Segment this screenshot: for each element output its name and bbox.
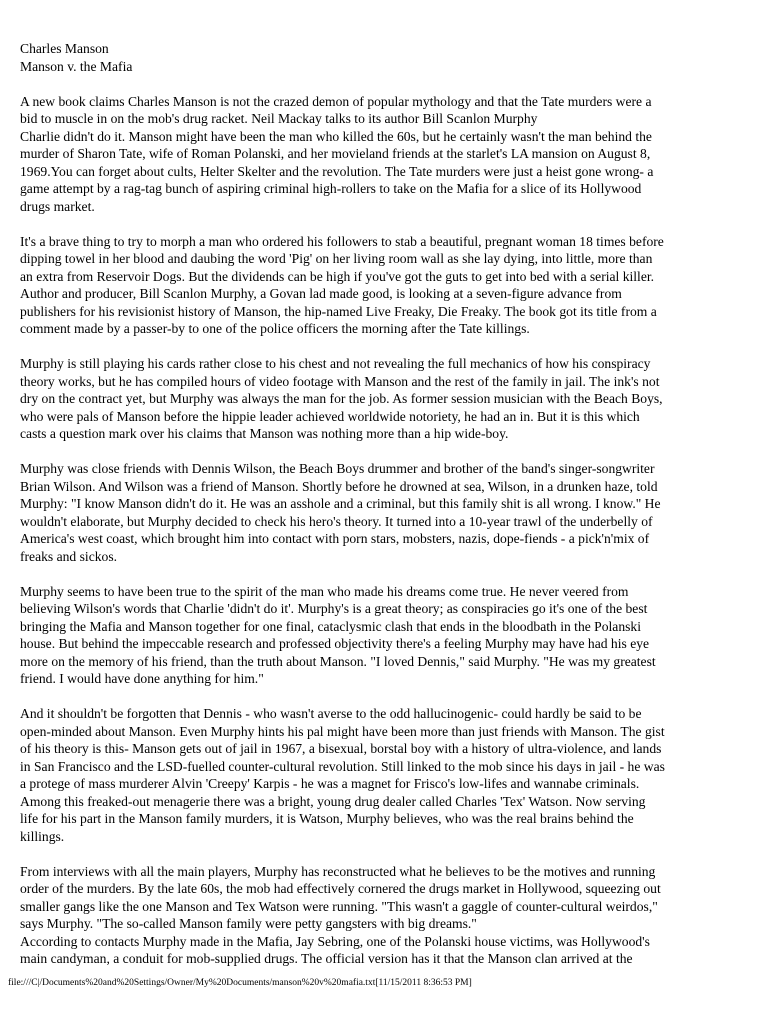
text-line: open-minded about Manson. Even Murphy hints his pal might have been more than just friends with Manson. The gist [20,723,665,739]
file-path-footer: file:///C|/Documents%20and%20Settings/Owner/My%20Documents/manson%20v%20mafia.txt[11/15/2011 8:36:53 PM] [8,978,472,988]
text-line: casts a question mark over his claims that Manson was nothing more than a hip wide-boy. [20,426,509,441]
text-line: America's west coast, which brought him into contact with porn stars, mobsters, nazis, dope-fiends - a pick'n'mix of [20,531,650,546]
text-line: Murphy seems to have been true to the spirit of the man who made his dreams come true. He never veered from [20,583,629,599]
text-line: From interviews with all the main players, Murphy has reconstructed what he believes to be the motives and running [20,863,656,879]
text-line: more on the memory of his friend, than the truth about Manson. "I loved Dennis," said Murphy. "He was my greatest [20,653,656,669]
text-line: Murphy is still playing his cards rather close to his chest and not revealing the full mechanics of how his conspiracy [20,356,651,371]
document-subtitle: Manson v. the Mafia [20,58,133,74]
text-line: According to contacts Murphy made in the Mafia, Jay Sebring, one of the Polanski house victims, was Hollywood's [20,933,650,949]
text-line: dry on the contract yet, but Murphy was always the man for the job. As former session musician with the Beach Boys, [20,391,663,406]
text-line: smaller gangs like the one Manson and Tex Watson were running. "This wasn't a gaggle of counter-cultural weirdos," [20,898,658,914]
text-line: freaks and sickos. [20,548,118,564]
text-line: a protege of mass murderer Alvin 'Creepy' Karpis - he was a magnet for Frisco's low-lifes and wannabe criminals. [20,776,640,791]
text-line: says Murphy. "The so-called Manson family were petty gangsters with big dreams." [20,916,477,931]
text-line: game attempt by a rag-tag bunch of aspiring criminal high-rollers to take on the Mafia for a slice of its Hollywood [20,181,642,196]
text-line: believing Wilson's words that Charlie 'didn't do it'. Murphy's is a great theory; as conspiracies go it's one of the best [20,601,648,616]
document-body [20,40,752,985]
text-line: murder of Sharon Tate, wife of Roman Polanski, and her movieland friends at the starlet's LA mansion on August 8, [20,146,651,161]
article-paragraph [20,460,752,565]
document-title: Charles Manson [20,41,109,56]
text-line: Author and producer, Bill Scanlon Murphy, a Govan lad made good, is looking at a seven-figure advance from [20,286,622,301]
article-paragraph [20,583,752,688]
article-paragraph [20,705,752,845]
text-line: wouldn't elaborate, but Murphy decided to check his hero's theory. It turned into a 10-year trawl of the underbelly of [20,513,653,529]
text-line: theory works, but he has compiled hours of video footage with Manson and the rest of the family in jail. The ink's not [20,373,660,389]
text-line: A new book claims Charles Manson is not the crazed demon of popular mythology and that the Tate murders were a [20,93,652,109]
text-line: bid to muscle in on the mob's drug racket. Neil Mackay talks to its author Bill Scanlon Murphy [20,111,538,126]
text-line: life for his part in the Manson family murders, it is Watson, Murphy believes, who was the real brains behind the [20,811,634,826]
text-line: comment made by a passer-by to one of the police officers the morning after the Tate killings. [20,321,530,336]
text-line: It's a brave thing to try to morph a man who ordered his followers to stab a beautiful, pregnant woman 18 times before [20,233,664,249]
text-line: an extra from Reservoir Dogs. But the dividends can be high if you've got the guts to get into bed with a serial killer. [20,268,655,284]
text-line: Murphy: "I know Manson didn't do it. He was an asshole and a criminal, but this family shit is all wrong. I know." He [20,496,661,511]
text-line: Brian Wilson. And Wilson was a friend of Manson. Shortly before he drowned at sea, Wilson, in a drunken haze, told [20,478,658,494]
article-paragraph [20,863,752,968]
text-line: publishers for his revisionist history of Manson, the hip-named Live Freaky, Die Freaky. The book got its title from a [20,303,657,319]
text-line: in San Francisco and the LSD-fuelled counter-cultural revolution. Still linked to the mob since his days in jail - he was [20,758,665,774]
text-line: of his theory is this- Manson gets out of jail in 1967, a bisexual, borstal boy with a history of ultra-violence, and lands [20,741,662,756]
text-line: drugs market. [20,198,95,214]
text-line: killings. [20,828,65,844]
text-line: main candyman, a conduit for mob-supplied drugs. The official version has it that the Manson clan arrived at the [20,951,633,966]
text-line: house. But behind the impeccable research and professed objectivity there's a feeling Murphy may have had his eye [20,636,650,651]
article-paragraphs [20,93,752,968]
text-line: Among this freaked-out menagerie there was a bright, young drug dealer called Charles 'Tex' Watson. Now serving [20,793,646,809]
article-paragraph [20,93,752,216]
article-paragraph [20,355,752,443]
text-line: dipping towel in her blood and daubing the word 'Pig' on her living room wall as she lay dying, into little, more than [20,251,653,266]
document-heading [20,40,752,75]
text-line: And it shouldn't be forgotten that Dennis - who wasn't averse to the odd hallucinogenic- could hardly be said to be [20,706,642,721]
text-line: Murphy was close friends with Dennis Wilson, the Beach Boys drummer and brother of the band's singer-songwriter [20,461,655,476]
article-paragraph [20,233,752,338]
text-line: Charlie didn't do it. Manson might have been the man who killed the 60s, but he certainly wasn't the man behind the [20,128,652,144]
text-line: 1969.You can forget about cults, Helter Skelter and the revolution. The Tate murders were just a heist gone wrong- a [20,163,654,179]
text-line: bringing the Mafia and Manson together for one final, cataclysmic clash that ends in the bloodbath in the Polanski [20,618,642,634]
text-line: friend. I would have done anything for him." [20,671,264,686]
text-line: order of the murders. By the late 60s, the mob had effectively cornered the drugs market in Hollywood, squeezing out [20,881,661,896]
text-line: who were pals of Manson before the hippie leader achieved worldwide notoriety, he had an in. But it is this which [20,408,640,424]
